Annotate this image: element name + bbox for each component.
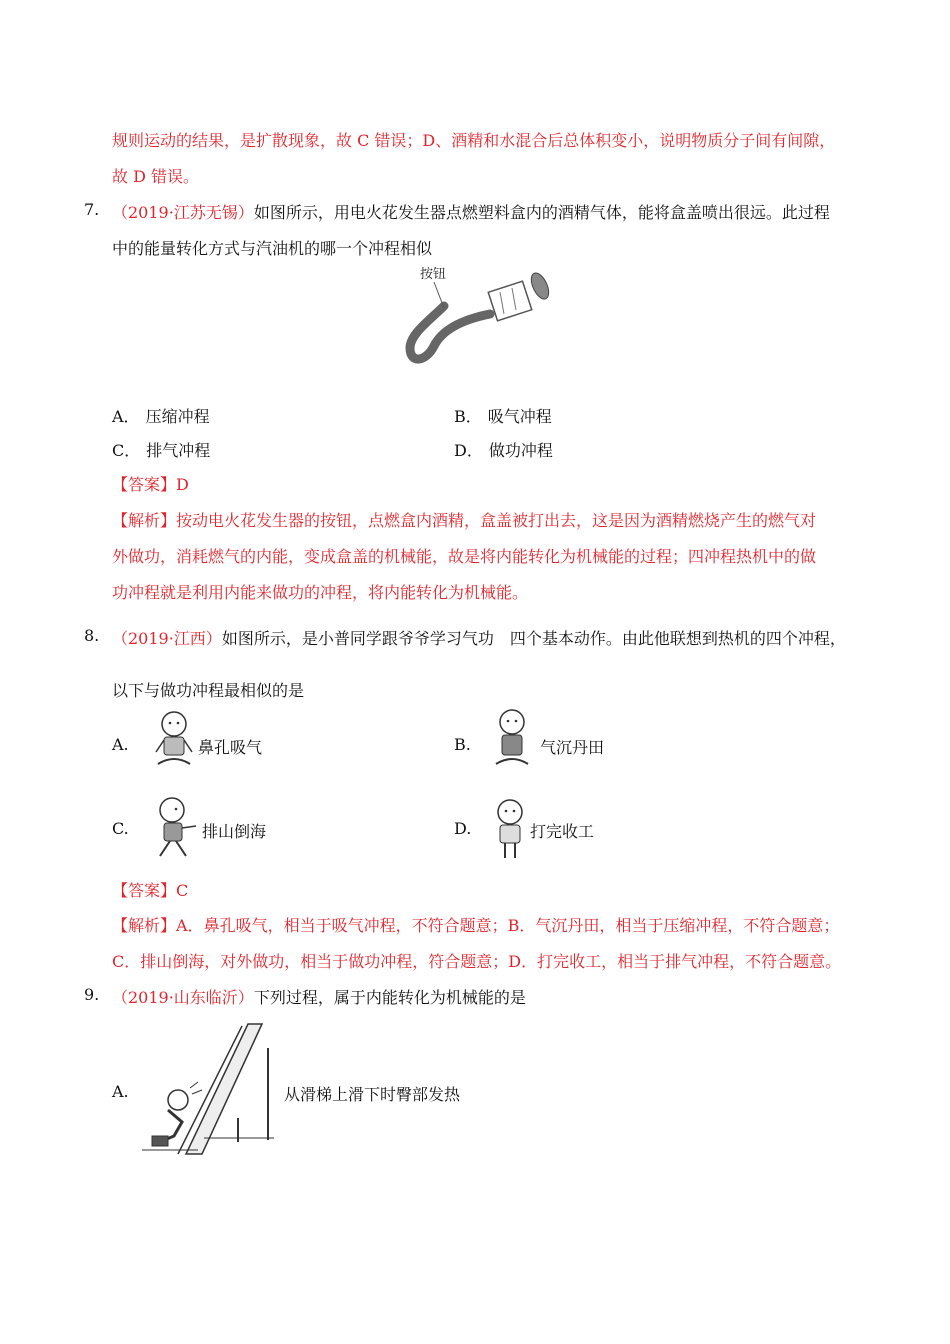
- analysis-label: 【解析】: [112, 511, 177, 530]
- analysis-text: 按动电火花发生器的按钮，点燃盒内酒精，盒盖被打出去，这是因为酒精燃烧产生的燃气对: [176, 511, 817, 530]
- q8-option-c-letter: C.: [112, 819, 129, 838]
- q7-stem-line-2: 中的能量转化方式与汽油机的哪一个冲程相似: [112, 239, 433, 258]
- q7-option-a: [112, 404, 210, 427]
- q8-stem-line-1: [112, 626, 846, 649]
- option-letter: A．: [112, 407, 140, 426]
- q8-number: 8.: [84, 626, 100, 645]
- q7-option-c: [112, 438, 210, 461]
- option-text: 吸气冲程: [487, 407, 552, 426]
- option-text: 压缩冲程: [145, 407, 210, 426]
- q7-source: （2019·江苏无锡）: [112, 203, 254, 222]
- option-letter: B．: [454, 407, 482, 426]
- q9-stem-text: 下列过程，属于内能转化为机械能的是: [253, 988, 526, 1007]
- answer-label: 【答案】: [112, 475, 177, 494]
- spark-generator-figure: [400, 262, 560, 368]
- q8-option-a-text: 鼻孔吸气: [198, 738, 263, 757]
- option-text: 做功冲程: [488, 441, 553, 460]
- analysis-label: 【解析】: [112, 916, 177, 935]
- q9-number: 9.: [84, 985, 100, 1004]
- kid-finish-figure: [490, 796, 530, 860]
- q7-stem-line-1: [112, 200, 830, 223]
- q7-analysis-line-3: 功冲程就是利用内能来做功的冲程，将内能转化为机械能。: [112, 583, 529, 602]
- q8-option-b-letter: B.: [454, 735, 471, 754]
- q7-number: 7.: [84, 200, 100, 219]
- q8-analysis-line-2: C．排山倒海，对外做功，相当于做功冲程，符合题意；D．打完收工，相当于排气冲程，不符合题意。: [112, 952, 842, 971]
- q7-analysis-line-2: 外做功，消耗燃气的内能，变成盒盖的机械能，故是将内能转化为机械能的过程；四冲程热机中的做: [112, 547, 817, 566]
- q7-analysis-line-1: [112, 508, 816, 531]
- plastic-box: [488, 281, 532, 321]
- q8-answer: [112, 878, 188, 901]
- button-label: 按钮: [420, 267, 447, 282]
- option-letter: C．: [112, 441, 141, 460]
- q7-answer: [112, 472, 189, 495]
- kid-sink-qi-figure: [490, 706, 534, 772]
- q9-option-a-letter: A.: [112, 1082, 129, 1101]
- slide-figure: [138, 1018, 278, 1158]
- q8-option-c-text: 排山倒海: [202, 822, 267, 841]
- option-letter: D．: [454, 441, 483, 460]
- q8-stem-line-2: 以下与做功冲程最相似的是: [112, 681, 305, 700]
- kid-push-figure: [152, 794, 200, 860]
- q9-stem: [112, 985, 526, 1008]
- answer-value: D: [176, 475, 189, 494]
- q8-option-d-text: 打完收工: [530, 822, 595, 841]
- answer-label: 【答案】: [112, 881, 177, 900]
- q8-source: （2019·江西）: [112, 629, 222, 648]
- q7-stem-text: 如图所示，用电火花发生器点燃塑料盒内的酒精气体，能将盒盖喷出很远。此过程: [253, 203, 830, 222]
- q7-option-d: [454, 438, 553, 461]
- box-lid: [528, 270, 553, 301]
- prev-analysis-line-1: 规则运动的结果，是扩散现象，故 C 错误；D、酒精和水混合后总体积变小，说明物质分子间有间隙，: [112, 131, 836, 150]
- prev-analysis-line-2: 故 D 错误。: [112, 167, 200, 186]
- option-text: 排气冲程: [146, 441, 211, 460]
- q8-option-d-letter: D.: [454, 819, 472, 838]
- q7-option-b: [454, 404, 552, 427]
- q8-option-b-text: 气沉丹田: [540, 738, 605, 757]
- kid-inhale-figure: [152, 708, 196, 772]
- q9-source: （2019·山东临沂）: [112, 988, 254, 1007]
- q8-stem-text: 如图所示，是小普同学跟爷爷学习气功 四个基本动作。由此他联想到热机的四个冲程，: [221, 629, 846, 648]
- analysis-text: A．鼻孔吸气，相当于吸气冲程，不符合题意；B．气沉丹田，相当于压缩冲程，不符合题意；: [176, 916, 840, 935]
- answer-value: C: [176, 881, 189, 900]
- q8-analysis-line-1: [112, 913, 839, 936]
- q9-option-a-text: 从滑梯上滑下时臀部发热: [284, 1085, 461, 1104]
- label-leader-line: [434, 282, 444, 308]
- spark-generator-handle: [410, 306, 490, 359]
- q8-option-a-letter: A.: [112, 735, 129, 754]
